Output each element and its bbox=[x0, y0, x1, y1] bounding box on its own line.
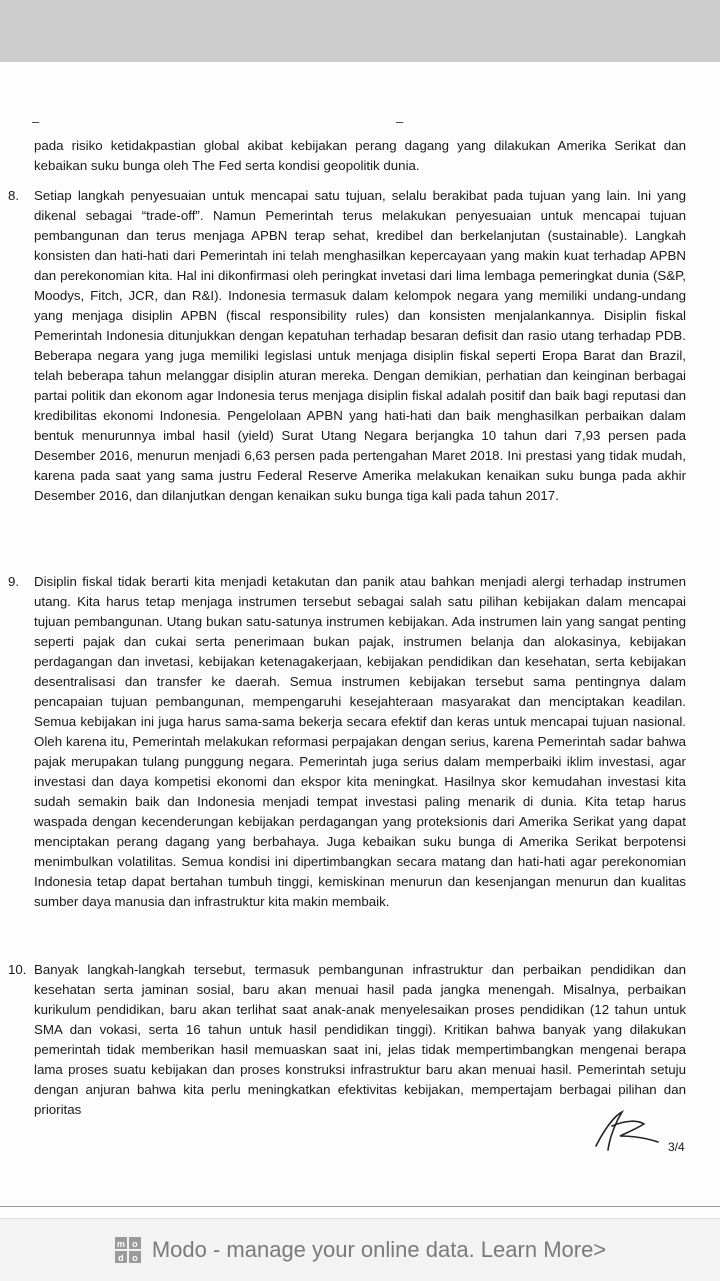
header-dash-right: – bbox=[396, 114, 404, 129]
top-gray-bar bbox=[0, 0, 720, 62]
ad-banner[interactable] bbox=[0, 1218, 720, 1281]
page-number: 3/4 bbox=[668, 1140, 685, 1154]
document-page[interactable] bbox=[0, 62, 720, 1218]
list-number: 9. bbox=[8, 574, 20, 589]
list-item-text: Disiplin fiskal tidak berarti kita menjadi ketakutan dan panik atau bahkan menjadi alergi terhadap instrumen utang. Kita harus tetap menjaga instrumen tersebut sebagai salah satu pilihan kebijakan dalam mencapai tujuan pembangunan. Utang bukan satu-satunya instrumen kebijakan. Ada instrumen lain yang sangat penting seperti pajak dan cukai serta penerimaan bukan pajak, instrumen belanja dan alokasinya, kebijakan perdagangan dan invetasi, kebijakan ketenagakerjaan, kebijakan pendidikan dan kesehatan, serta kebijakan desentralisasi dan transfer ke daerah. Semua instrumen kebijakan tersebut sama pentingnya dalam pencapaian tujuan pembangunan, mempengaruhi kesejahteraan masyarakat dan menciptakan keadilan. Semua kebijakan ini juga harus sama-sama bekerja secara efektif dan keras untuk mencapai tujuan nasional. Oleh karena itu, Pemerintah melakukan reformasi perpajakan dengan serius, karena Pemerintah sadar bahwa pajak merupakan tulang punggung negara. Pemerintah juga serius dalam memperbaiki iklim investasi, agar investasi dan daya kompetisi ekonomi dan ekspor kita meningkat. Hasilnya skor kemudahan investasi kita sudah semakin baik dan Indonesia menjadi tempat investasi paling menarik di dunia. Kita tetap harus waspada dengan kecenderungan kebijakan perdagangan yang proteksionis dari Amerika Serikat yang dapat menciptakan perang dagang yang berbahaya. Juga kebaikan suku bunga di Amerika Serikat berpotensi menimbulkan volatilitas. Semua kondisi ini dipertimbangkan secara matang dan hati-hati agar perekonomian Indonesia tetap dapat bertahan tumbuh tinggi, kemiskinan menurun dan kesenjangan menurun dan kualitas sumber daya manusia dan infrastruktur kita makin membaik. bbox=[34, 574, 686, 909]
list-number: 10. bbox=[8, 962, 27, 977]
header-dash-left: – bbox=[32, 114, 40, 129]
signature-mark bbox=[586, 1106, 666, 1154]
list-item-text: Setiap langkah penyesuaian untuk mencapai satu tujuan, selalu berakibat pada tujuan yang lain. Ini yang dikenal sebagai “trade-off”. Namun Pemerintah terus melakukan penyesuaian untuk mencapai tujuan pembangunan dan terus menjaga APBN terap sehat, kredibel dan berkelanjutan (sustainable). Langkah konsisten dan hati-hati dari Pemerintah ini telah menghasilkan kepercayaan yang makin kuat terhadap APBN dan perekonomian kita. Hal ini dikonfirmasi oleh peringkat invetasi dari lima lembaga pemeringkat dunia (S&P, Moodys, Fitch, JCR, dan R&I). Indonesia termasuk dalam kelompok negara yang memiliki undang-undang yang menjaga disiplin APBN (fiscal responsibility rules) dan konsisten menjalankannya. Disiplin fiskal Pemerintah Indonesia ditunjukkan dengan kepatuhan terhadap besaran defisit dan rasio utang terhadap PDB. Beberapa negara yang juga memiliki legislasi untuk menjaga disiplin fiskal seperti Eropa Barat dan Brazil, telah beberapa tahun melanggar disiplin aturan mereka. Dengan demikian, perhatian dan keinginan berbagai partai politik dan ekonom agar Indonesia terus menjaga disiplin fiskal adalah positif dan baik bagi reputasi dan kredibilitas ekonomi Indonesia. Pengelolaan APBN yang hati-hati dan baik menghasilkan perbaikan dalam bentuk menurunnya imbal hasil (yield) Surat Utang Negara berjangka 10 tahun dari 7,93 persen pada Desember 2016, menurun menjadi 6,63 persen pada pertengahan Maret 2018. Ini prestasi yang tidak mudah, karena pada saat yang sama justru Federal Reserve Amerika melakukan kenaikan suku bunga pada akhir Desember 2016, dan dilanjutkan dengan kenaikan suku bunga tiga kali pada tahun 2017. bbox=[34, 188, 686, 503]
ad-banner-link[interactable]: Modo - manage your online data. Learn More> bbox=[151, 1237, 607, 1262]
list-number: 8. bbox=[8, 188, 20, 203]
page-bottom-rule bbox=[0, 1206, 720, 1207]
intro-paragraph: pada risiko ketidakpastian global akibat kebijakan perang dagang yang dilakukan Amerika Serikat dan kebaikan suku bunga oleh The Fed serta kondisi geopolitik dunia. bbox=[34, 138, 686, 173]
list-item-text: Banyak langkah-langkah tersebut, termasuk pembangunan infrastruktur dan perbaikan pendidikan dan kesehatan serta jaminan sosial, baru akan menuai hasil pada jangka menengah. Misalnya, perbaikan kurikulum pendidikan, baru akan terlihat saat anak-anak menyelesaikan proses pendidikan (12 tahun untuk SMA dan vokasi, serta 16 tahun untuk hasil pendidikan tinggi). Kritikan bahwa banyak yang dilakukan pemerintah tidak memberikan hasil memuaskan saat ini, jelas tidak mempertimbangkan mengenai berapa lama proses suatu kebijakan dan proses konstruksi infrastruktur baru akan menuai hasil. Pemerintah setuju dengan anjuran bahwa kita perlu meningkatkan efektivitas kebijakan, mempertajam berbagai pilihan dan prioritas bbox=[34, 962, 686, 1117]
modo-logo-icon: m o d o bbox=[114, 1236, 142, 1264]
